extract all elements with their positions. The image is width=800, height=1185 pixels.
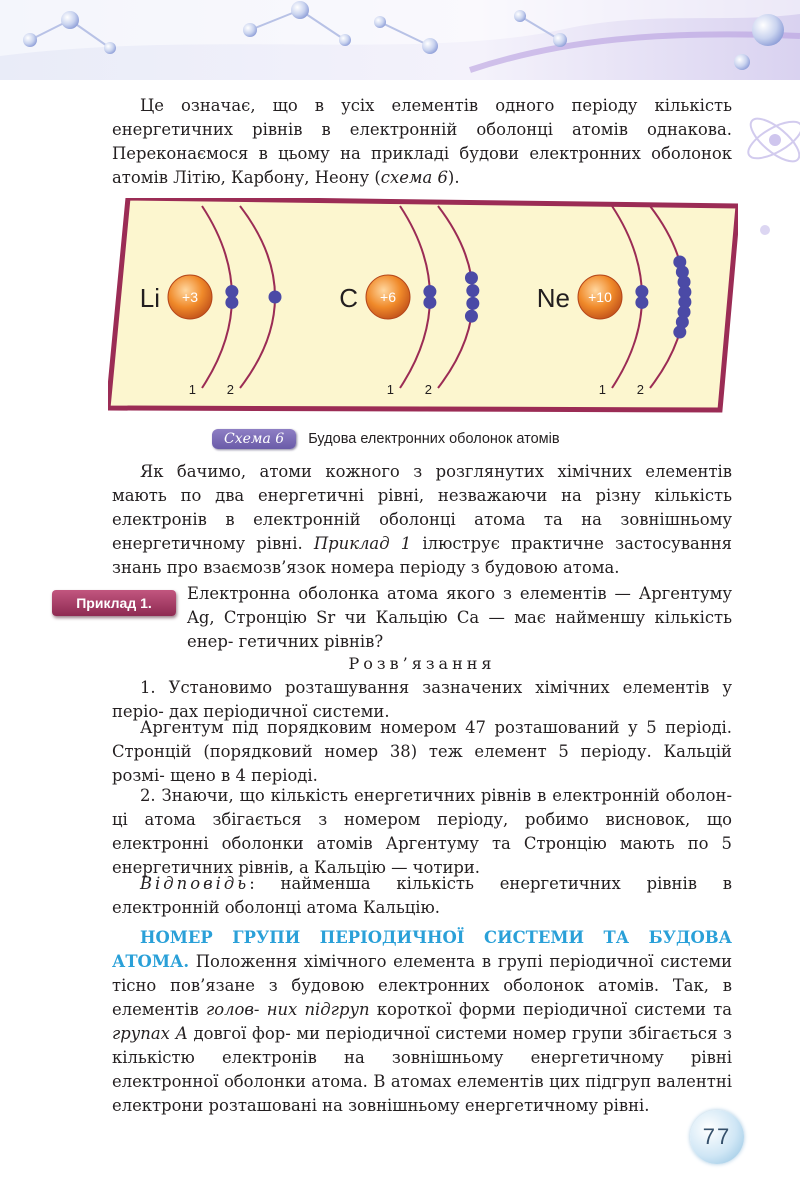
caption-text: Будова електронних оболонок атомів (308, 431, 560, 447)
electron (423, 296, 436, 309)
solution-step-1: 1. Установимо розташування зазначених хімічних елементів у періо- дах періодичної системи. (112, 678, 732, 721)
answer-label: Відповідь (140, 874, 250, 893)
atom-symbol: Ne (536, 283, 570, 313)
electron (269, 291, 282, 304)
electron (465, 271, 478, 284)
example-badge: Приклад 1. (52, 590, 176, 616)
solution-step-2: 2. Знаючи, що кількість енергетичних рівнів в електронній оболон- ці атома збігається з номером періоду, робимо висновок, що електронні оболонки атомів Аргентуму та Стронцію мають по 5 енергетичних рівнів, а Кальцію — чотири. (112, 786, 732, 877)
atom-shells-diagram (108, 198, 738, 420)
shell-label: 2 (636, 382, 644, 397)
electron (673, 326, 686, 339)
shell-label: 1 (386, 382, 394, 397)
electron (635, 296, 648, 309)
header-decoration (0, 0, 800, 80)
nucleus-charge: +3 (182, 289, 198, 305)
diagram-caption (212, 426, 560, 452)
example-question: Електронна оболонка атома якого з елементів — Аргентуму Ag, Стронцію Sr чи Кальцію Ca — має найменшу кількість енер- гетичних рівнів? (187, 584, 732, 651)
shell-label: 1 (598, 382, 606, 397)
nucleus-charge: +10 (588, 289, 612, 305)
shell-label: 2 (424, 382, 432, 397)
answer: Відповідь: найменша кількість енергетичних рівнів в електронній оболонці атома Кальцію. (112, 874, 732, 917)
solution-heading: Розв’язання (348, 654, 496, 673)
electron (466, 284, 479, 297)
section-heading: НОМЕР ГРУПИ ПЕРІОДИЧНОЇ СИСТЕМИ ТА БУДОВА АТОМА. (112, 928, 732, 971)
atom-symbol: C (339, 283, 358, 313)
section-paragraph: НОМЕР ГРУПИ ПЕРІОДИЧНОЇ СИСТЕМИ ТА БУДОВА АТОМА. Положення хімічного елемента в групі періодичної системи тісно пов’язане з будовою електронних оболонок атомів. Так, в елементів голов- них підгруп короткої форми періодичної системи та групах А довгої фор- ми періодичної системи номер групи збігається з кількістю електронів на зовнішньому енергетичному рівні електронної оболонки атома. В атомах елементів цих підгруп валентні електрони розташовані на зовнішньому енергетичному рівні. (112, 928, 733, 1115)
electron (465, 310, 478, 323)
atom-symbol: Li (139, 283, 160, 313)
electron (466, 297, 479, 310)
solution-step-1-details: Аргентум під порядковим номером 47 розташований у 5 періоді. Стронцій (порядковий номер 38) теж елемент 5 періоду. Кальцій розмі- щено в 4 періоді. (112, 718, 732, 785)
intro-paragraph: Це означає, що в усіх елементів одного періоду кількість енергетичних рівнів в електронній оболонці атомів однакова. Переконаємося в цьому на прикладі будови електронних оболонок атомів Літію, Карбону, Неону (схема 6). (112, 96, 733, 187)
margin-atom-decoration (735, 80, 800, 280)
page-number: 77 (690, 1110, 744, 1164)
paragraph-2: Як бачимо, атоми кожного з розглянутих хімічних елементів мають по два енергетичні рівні, незважаючи на різну кількість електронів в електронній оболонці атома та на зовнішньому енергетичному рівні. Приклад 1 ілюструє практичне застосування знань про взаємозв’язок номера періоду з будовою атома. (112, 462, 733, 577)
caption-badge: Схема 6 (212, 429, 296, 449)
nucleus-charge: +6 (380, 289, 396, 305)
shell-label: 2 (226, 382, 234, 397)
shell-label: 1 (188, 382, 196, 397)
electron (225, 296, 238, 309)
